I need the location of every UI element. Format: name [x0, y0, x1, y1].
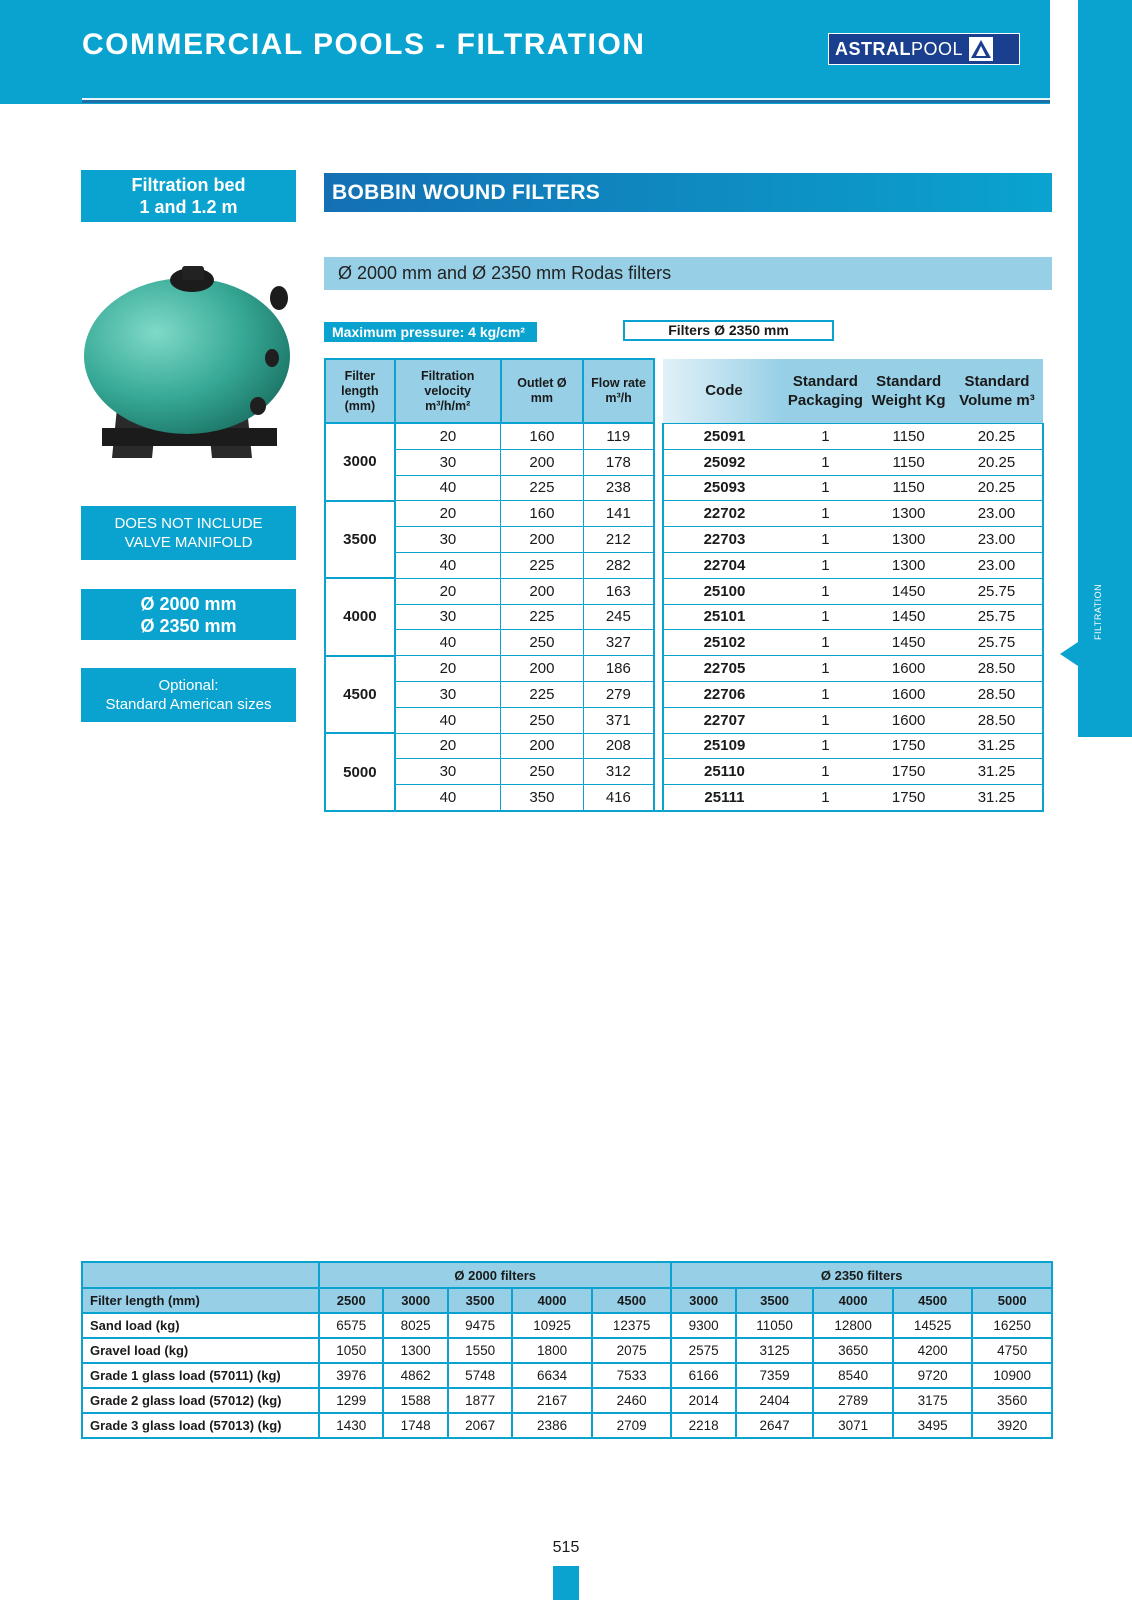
outlet-cell: 200: [501, 449, 583, 475]
outlet-cell: 225: [501, 552, 583, 578]
length-header-cell: 3000: [671, 1288, 735, 1313]
length-header-cell: 4000: [512, 1288, 592, 1313]
weight-cell: 1150: [866, 423, 951, 449]
code-cell: 25100: [663, 578, 784, 604]
flow-rate-cell: 416: [583, 785, 654, 811]
gap: [654, 785, 663, 811]
opt-line-1: Optional:: [158, 677, 219, 694]
flow-rate-cell: 212: [583, 527, 654, 553]
outlet-cell: 160: [501, 423, 583, 449]
volume-cell: 25.75: [951, 578, 1043, 604]
filter-load-table: [81, 1261, 1053, 1439]
code-cell: 25101: [663, 604, 784, 630]
filter-tank-image: [82, 258, 297, 458]
filter-length-cell: 3000: [325, 423, 395, 501]
flow-rate-cell: 141: [583, 501, 654, 527]
load-value-cell: 12375: [592, 1313, 672, 1338]
velocity-cell: 30: [395, 604, 501, 630]
packaging-cell: 1: [785, 681, 867, 707]
outlet-cell: 350: [501, 785, 583, 811]
flow-rate-cell: 282: [583, 552, 654, 578]
load-value-cell: 4862: [383, 1363, 447, 1388]
header-velocity: [395, 359, 501, 423]
flow-rate-cell: 371: [583, 707, 654, 733]
load-value-cell: 2218: [671, 1413, 735, 1438]
volume-cell: 23.00: [951, 527, 1043, 553]
gap: [654, 681, 663, 707]
code-cell: 22704: [663, 552, 784, 578]
outlet-cell: 200: [501, 527, 583, 553]
load-value-cell: 10925: [512, 1313, 592, 1338]
weight-cell: 1150: [866, 475, 951, 501]
outlet-cell: 200: [501, 656, 583, 682]
weight-cell: 1300: [866, 501, 951, 527]
packaging-cell: 1: [785, 630, 867, 656]
section-subtitle: Ø 2000 mm and Ø 2350 mm Rodas filters: [324, 257, 1052, 290]
table-row: [325, 785, 1043, 811]
logo-triangle-icon: [969, 37, 993, 61]
code-cell: 25109: [663, 733, 784, 759]
header-out-1: Outlet Ø: [517, 376, 567, 390]
weight-cell: 1300: [866, 552, 951, 578]
velocity-cell: 20: [395, 733, 501, 759]
velocity-cell: 40: [395, 552, 501, 578]
velocity-cell: 20: [395, 578, 501, 604]
volume-cell: 31.25: [951, 759, 1043, 785]
load-value-cell: 1748: [383, 1413, 447, 1438]
load-table-corner: [82, 1262, 319, 1288]
gap: [654, 656, 663, 682]
load-row: [82, 1388, 1052, 1413]
flow-rate-cell: 119: [583, 423, 654, 449]
outlet-cell: 225: [501, 681, 583, 707]
packaging-cell: 1: [785, 759, 867, 785]
length-header-cell: 3500: [448, 1288, 512, 1313]
filter-length-cell: 5000: [325, 733, 395, 811]
volume-cell: 20.25: [951, 423, 1043, 449]
load-value-cell: 11050: [736, 1313, 814, 1338]
diam-line-2: Ø 2350 mm: [140, 615, 237, 636]
header-vel-3: m³/h/m²: [425, 398, 471, 413]
weight-cell: 1600: [866, 681, 951, 707]
load-value-cell: 1550: [448, 1338, 512, 1363]
load-value-cell: 3920: [972, 1413, 1052, 1438]
table-row: [325, 578, 1043, 604]
load-value-cell: 1430: [319, 1413, 383, 1438]
header-gap: [654, 359, 663, 423]
velocity-cell: 40: [395, 475, 501, 501]
filtration-bed-box: [81, 170, 296, 222]
load-value-cell: 5748: [448, 1363, 512, 1388]
outlet-cell: 160: [501, 501, 583, 527]
load-value-cell: 2460: [592, 1388, 672, 1413]
table-row: [325, 759, 1043, 785]
gap: [654, 527, 663, 553]
load-value-cell: 3125: [736, 1338, 814, 1363]
gap: [654, 423, 663, 449]
header-code: Code: [663, 359, 784, 423]
header-vel-1: Filtration: [420, 368, 475, 383]
table-row: [325, 656, 1043, 682]
length-row-label: Filter length (mm): [82, 1288, 319, 1313]
gap: [654, 475, 663, 501]
page-number: 515: [552, 1539, 580, 1556]
velocity-cell: 20: [395, 423, 501, 449]
load-value-cell: 3560: [972, 1388, 1052, 1413]
diam-line-1: Ø 2000 mm: [140, 593, 237, 614]
code-cell: 22705: [663, 656, 784, 682]
header-outlet: [501, 359, 583, 423]
code-cell: 25093: [663, 475, 784, 501]
packaging-cell: 1: [785, 552, 867, 578]
length-header-cell: 2500: [319, 1288, 383, 1313]
weight-cell: 1300: [866, 527, 951, 553]
outlet-cell: 225: [501, 604, 583, 630]
volume-cell: 25.75: [951, 630, 1043, 656]
velocity-cell: 20: [395, 656, 501, 682]
filter-length-cell: 4500: [325, 656, 395, 733]
gap: [654, 759, 663, 785]
table-row: [325, 630, 1043, 656]
load-row: [82, 1363, 1052, 1388]
header-out-2: mm: [530, 391, 554, 405]
load-value-cell: 2647: [736, 1413, 814, 1438]
volume-cell: 20.25: [951, 449, 1043, 475]
load-row-label: Sand load (kg): [82, 1313, 319, 1338]
code-cell: 25102: [663, 630, 784, 656]
outlet-cell: 250: [501, 630, 583, 656]
gap: [654, 733, 663, 759]
velocity-cell: 30: [395, 449, 501, 475]
load-value-cell: 16250: [972, 1313, 1052, 1338]
max-pressure-badge: Maximum pressure: 4 kg/cm²: [324, 322, 537, 342]
load-value-cell: 9720: [893, 1363, 973, 1388]
load-value-cell: 9300: [671, 1313, 735, 1338]
volume-cell: 23.00: [951, 501, 1043, 527]
opt-line-2: Standard American sizes: [105, 696, 272, 713]
filter-length-cell: 4000: [325, 578, 395, 655]
packaging-cell: 1: [785, 604, 867, 630]
volume-cell: 20.25: [951, 475, 1043, 501]
load-value-cell: 1050: [319, 1338, 383, 1363]
table-header-row: [325, 359, 1043, 423]
gap: [654, 501, 663, 527]
load-value-cell: 4750: [972, 1338, 1052, 1363]
header-volume: [951, 359, 1043, 423]
weight-cell: 1750: [866, 733, 951, 759]
flow-rate-cell: 163: [583, 578, 654, 604]
header-divider-dark: [82, 100, 1050, 103]
volume-cell: 28.50: [951, 707, 1043, 733]
weight-cell: 1450: [866, 578, 951, 604]
packaging-cell: 1: [785, 733, 867, 759]
header-weight: [866, 359, 951, 423]
load-value-cell: 8025: [383, 1313, 447, 1338]
outlet-cell: 250: [501, 707, 583, 733]
packaging-cell: 1: [785, 707, 867, 733]
load-value-cell: 1300: [383, 1338, 447, 1363]
table-row: [325, 423, 1043, 449]
outlet-cell: 250: [501, 759, 583, 785]
load-value-cell: 9475: [448, 1313, 512, 1338]
load-row-label: Grade 1 glass load (57011) (kg): [82, 1363, 319, 1388]
gap: [654, 604, 663, 630]
load-row-label: Gravel load (kg): [82, 1338, 319, 1363]
filters-table: [324, 358, 1044, 812]
code-cell: 25110: [663, 759, 784, 785]
load-value-cell: 2789: [813, 1388, 893, 1413]
length-header-cell: 3000: [383, 1288, 447, 1313]
page-number-tab: [553, 1566, 579, 1600]
header-packaging: [785, 359, 867, 423]
load-value-cell: 2067: [448, 1413, 512, 1438]
table-row: [325, 681, 1043, 707]
gap: [654, 578, 663, 604]
table-row: [325, 552, 1043, 578]
flow-rate-cell: 238: [583, 475, 654, 501]
load-table-length-row: [82, 1288, 1052, 1313]
valve-manifold-note: [81, 506, 296, 560]
load-value-cell: 14525: [893, 1313, 973, 1338]
velocity-cell: 40: [395, 785, 501, 811]
length-header-cell: 4000: [813, 1288, 893, 1313]
load-value-cell: 2014: [671, 1388, 735, 1413]
load-value-cell: 1800: [512, 1338, 592, 1363]
load-row-label: Grade 3 glass load (57013) (kg): [82, 1413, 319, 1438]
header-pack-2: Packaging: [787, 391, 863, 409]
table-row: [325, 604, 1043, 630]
header-len-2: length: [341, 383, 379, 398]
load-value-cell: 3175: [893, 1388, 973, 1413]
code-cell: 25091: [663, 423, 784, 449]
group-2000-header: Ø 2000 filters: [319, 1262, 671, 1288]
code-cell: 22707: [663, 707, 784, 733]
table-row: [325, 707, 1043, 733]
flow-rate-cell: 279: [583, 681, 654, 707]
load-value-cell: 4200: [893, 1338, 973, 1363]
bed-line-1: Filtration bed: [131, 175, 246, 195]
outlet-cell: 200: [501, 733, 583, 759]
flow-rate-cell: 327: [583, 630, 654, 656]
length-header-cell: 4500: [592, 1288, 672, 1313]
packaging-cell: 1: [785, 578, 867, 604]
section-title: BOBBIN WOUND FILTERS: [324, 173, 1052, 212]
velocity-cell: 20: [395, 501, 501, 527]
packaging-cell: 1: [785, 423, 867, 449]
length-header-cell: 4500: [893, 1288, 973, 1313]
volume-cell: 25.75: [951, 604, 1043, 630]
logo-text: [829, 39, 963, 60]
header-vel-2: velocity: [424, 383, 471, 398]
gap: [654, 552, 663, 578]
weight-cell: 1750: [866, 759, 951, 785]
header-flow-1: Flow rate: [591, 376, 647, 390]
astralpool-logo: [828, 33, 1020, 65]
load-table-group-row: [82, 1262, 1052, 1288]
volume-cell: 31.25: [951, 733, 1043, 759]
filters-diameter-label: Filters Ø 2350 mm: [623, 320, 834, 341]
weight-cell: 1600: [866, 656, 951, 682]
packaging-cell: 1: [785, 656, 867, 682]
load-value-cell: 3495: [893, 1413, 973, 1438]
code-cell: 25092: [663, 449, 784, 475]
volume-cell: 28.50: [951, 681, 1043, 707]
gap: [654, 449, 663, 475]
gap: [654, 707, 663, 733]
load-value-cell: 6575: [319, 1313, 383, 1338]
weight-cell: 1450: [866, 604, 951, 630]
logo-light: POOL: [911, 38, 964, 59]
header-pack-1: Standard: [792, 372, 858, 390]
flow-rate-cell: 312: [583, 759, 654, 785]
header-wt-2: Weight Kg: [871, 391, 946, 409]
gap: [654, 630, 663, 656]
load-value-cell: 3976: [319, 1363, 383, 1388]
load-value-cell: 2575: [671, 1338, 735, 1363]
flow-rate-cell: 208: [583, 733, 654, 759]
length-header-cell: 5000: [972, 1288, 1052, 1313]
load-value-cell: 1877: [448, 1388, 512, 1413]
weight-cell: 1750: [866, 785, 951, 811]
load-value-cell: 8540: [813, 1363, 893, 1388]
packaging-cell: 1: [785, 501, 867, 527]
load-value-cell: 7533: [592, 1363, 672, 1388]
velocity-cell: 30: [395, 759, 501, 785]
table-row: [325, 733, 1043, 759]
load-row: [82, 1313, 1052, 1338]
load-value-cell: 1588: [383, 1388, 447, 1413]
diameter-box: [81, 589, 296, 640]
code-cell: 22706: [663, 681, 784, 707]
outlet-cell: 200: [501, 578, 583, 604]
length-header-cell: 3500: [736, 1288, 814, 1313]
velocity-cell: 30: [395, 681, 501, 707]
load-value-cell: 2075: [592, 1338, 672, 1363]
table-row: [325, 527, 1043, 553]
header-vol-1: Standard: [964, 372, 1030, 390]
volume-cell: 31.25: [951, 785, 1043, 811]
header-filter-length: [325, 359, 395, 423]
weight-cell: 1450: [866, 630, 951, 656]
volume-cell: 23.00: [951, 552, 1043, 578]
load-value-cell: 7359: [736, 1363, 814, 1388]
header-wt-1: Standard: [876, 372, 942, 390]
header-flow-2: m³/h: [605, 391, 632, 405]
outlet-cell: 225: [501, 475, 583, 501]
load-value-cell: 2709: [592, 1413, 672, 1438]
load-value-cell: 12800: [813, 1313, 893, 1338]
group-2350-header: Ø 2350 filters: [671, 1262, 1052, 1288]
load-row: [82, 1413, 1052, 1438]
logo-bold: ASTRAL: [835, 38, 911, 59]
load-value-cell: 3071: [813, 1413, 893, 1438]
velocity-cell: 40: [395, 630, 501, 656]
weight-cell: 1150: [866, 449, 951, 475]
load-value-cell: 3650: [813, 1338, 893, 1363]
packaging-cell: 1: [785, 785, 867, 811]
header-len-1: Filter: [344, 368, 376, 383]
flow-rate-cell: 178: [583, 449, 654, 475]
load-row-label: Grade 2 glass load (57012) (kg): [82, 1388, 319, 1413]
optional-sizes-box: [81, 668, 296, 722]
flow-rate-cell: 186: [583, 656, 654, 682]
weight-cell: 1600: [866, 707, 951, 733]
code-cell: 22702: [663, 501, 784, 527]
page-title: COMMERCIAL POOLS - FILTRATION: [82, 28, 646, 61]
load-value-cell: 10900: [972, 1363, 1052, 1388]
valve-line-1: DOES NOT INCLUDE: [114, 515, 263, 532]
table-row: [325, 449, 1043, 475]
velocity-cell: 40: [395, 707, 501, 733]
side-tab-pointer: [1060, 642, 1078, 666]
load-row: [82, 1338, 1052, 1363]
code-cell: 25111: [663, 785, 784, 811]
bed-line-2: 1 and 1.2 m: [139, 197, 238, 217]
valve-line-2: VALVE MANIFOLD: [124, 534, 253, 551]
load-value-cell: 2404: [736, 1388, 814, 1413]
table-row: [325, 501, 1043, 527]
volume-cell: 28.50: [951, 656, 1043, 682]
header-vol-2: Volume m³: [959, 391, 1035, 409]
velocity-cell: 30: [395, 527, 501, 553]
load-value-cell: 2386: [512, 1413, 592, 1438]
load-value-cell: 6634: [512, 1363, 592, 1388]
header-len-3: (mm): [344, 398, 376, 413]
code-cell: 22703: [663, 527, 784, 553]
flow-rate-cell: 245: [583, 604, 654, 630]
table-row: [325, 475, 1043, 501]
packaging-cell: 1: [785, 475, 867, 501]
load-value-cell: 1299: [319, 1388, 383, 1413]
filter-length-cell: 3500: [325, 501, 395, 578]
header-flow-rate: [583, 359, 654, 423]
load-value-cell: 2167: [512, 1388, 592, 1413]
side-tab-label: FILTRATION: [1093, 583, 1103, 640]
load-value-cell: 6166: [671, 1363, 735, 1388]
section-side-tab: [1078, 0, 1132, 737]
packaging-cell: 1: [785, 449, 867, 475]
packaging-cell: 1: [785, 527, 867, 553]
